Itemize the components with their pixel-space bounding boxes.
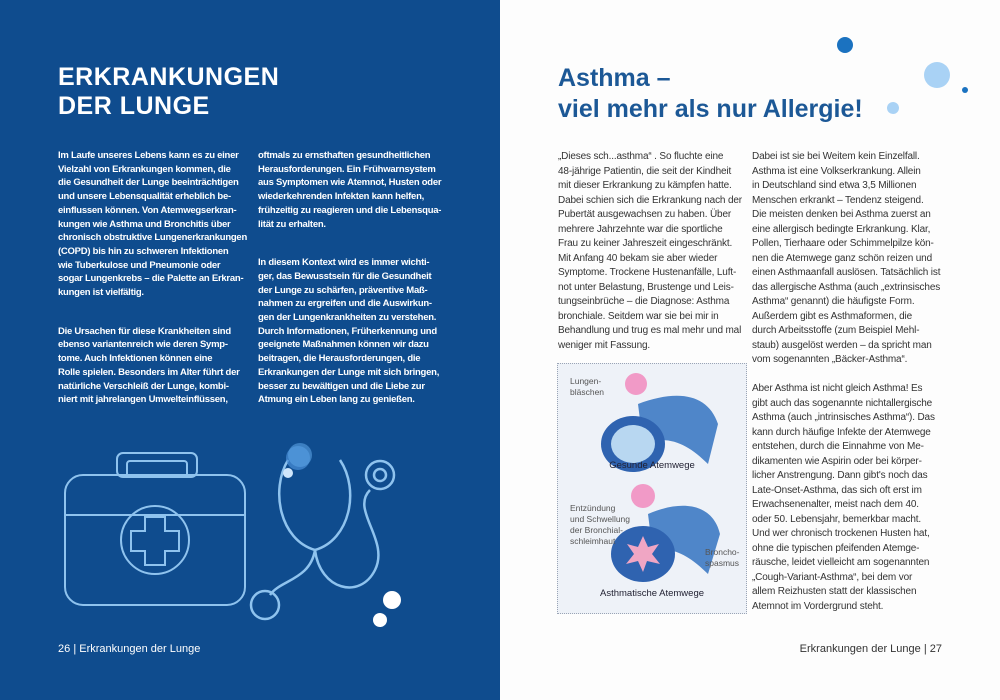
text-line: Außerdem gibt es Asthmaformen, die xyxy=(752,310,912,322)
running-title: Erkrankungen der Lunge xyxy=(799,643,921,655)
label-line: der Bronchial- xyxy=(570,525,623,535)
label-inflammation xyxy=(570,503,630,547)
label-bronchospasm xyxy=(705,547,740,569)
text-line: mehrere Jahrzehnte war die sportliche xyxy=(558,223,723,235)
text-line: entstehen, durch die Einnahme von Me- xyxy=(752,441,924,452)
text-line: mit dieser Erkrankung zu kämpfen hatte. xyxy=(558,180,732,191)
text-line: 48-jährige Patientin, die seit der Kindheit xyxy=(558,165,732,177)
text-line: not unter Belastung, Brustenge und Leis- xyxy=(558,281,734,293)
text-line: Aber Asthma ist nicht gleich Asthma! Es xyxy=(752,383,923,394)
text-line: Dabei schien sich die Erkrankung nach der xyxy=(558,194,742,206)
text-line: gen der Lungenkrankheiten zu verstehen. xyxy=(258,312,437,324)
text-line: Durch Informationen, Früherkennung und xyxy=(258,325,437,337)
text-line: nahmen zu ergreifen und die Auswirkun- xyxy=(258,298,432,310)
text-line: Und wer chronisch trockenen Husten hat, xyxy=(752,528,930,539)
text-line: ebenso variantenreich wie deren Symp- xyxy=(58,339,228,351)
paragraph xyxy=(558,150,742,353)
label-line: schleimhaut xyxy=(570,536,616,546)
text-line: vom sogenannten „Bäcker-Asthma“. xyxy=(752,354,908,365)
footer-separator: | xyxy=(923,643,927,655)
page-number: 27 xyxy=(929,643,942,655)
chapter-title-line: DER LUNGE xyxy=(58,92,210,120)
text-line: niert mit jahrelangen Umwelteinflüssen, xyxy=(58,394,228,406)
text-line: Atmung ein Leben lang zu genießen. xyxy=(258,394,415,406)
text-line: einflussen können. Von Atemwegserkran- xyxy=(58,204,237,216)
text-line: Frau zu keiner Jahreszeit eingeschränkt. xyxy=(558,238,733,249)
footer-separator: | xyxy=(73,643,77,655)
text-line: Asthma (auch „intrinsisches Asthma“). Das xyxy=(752,412,935,423)
text-line: kann durch häufige Infekte der Atemwege xyxy=(752,426,931,438)
text-line: lität zu erhalten. xyxy=(258,218,326,230)
label-alveoli xyxy=(570,376,604,398)
chapter-title-line: ERKRANKUNGEN xyxy=(58,63,280,91)
text-line: Pubertät ausgewachsen zu haben. Über xyxy=(558,209,732,220)
text-line: geeignete Maßnahmen können wir dazu xyxy=(258,339,429,351)
text-line: chronisch obstruktive Lungenerkrankungen xyxy=(58,232,248,244)
right-page xyxy=(500,0,1000,700)
text-line: aus Symptomen wie Atemnot, Husten oder xyxy=(258,177,442,189)
text-line: Im Laufe unseres Lebens kann es zu einer xyxy=(58,150,239,161)
text-line: in Deutschland sind etwa 3,5 Millionen xyxy=(752,180,917,191)
article-title-line: viel mehr als nur Allergie! xyxy=(558,95,863,123)
paragraph xyxy=(752,150,940,368)
label-line: spasmus xyxy=(705,558,740,568)
text-line: Mit Anfang 40 bekam sie aber wieder xyxy=(558,252,718,264)
text-line: Asthma ist eine Volkserkrankung. Allein xyxy=(752,165,921,177)
text-line: Die Ursachen für diese Krankheiten sind xyxy=(58,325,231,337)
label-line: Entzündung xyxy=(570,503,616,513)
text-line: (COPD) bis hin zu schweren Infektionen xyxy=(58,245,229,257)
paragraph xyxy=(752,382,940,614)
text-line: das allergische Asthma (auch „extrinsisches xyxy=(752,281,941,293)
label-line: und Schwellung xyxy=(570,514,631,524)
airway-illustration xyxy=(557,363,747,614)
text-line: weniger mit Fassung. xyxy=(558,339,651,351)
text-line: natürliche Verschleiß der Lunge, kombi- xyxy=(58,380,229,392)
text-line: die Gesundheit der Lunge beeinträchtigen xyxy=(58,177,239,189)
text-line: besser zu bewältigen und die Liebe zur xyxy=(258,380,425,392)
airway-diagram-graphic xyxy=(558,364,746,613)
page-number: 26 xyxy=(58,643,71,655)
text-line: licher Anstrengung. Dann gibt's noch das xyxy=(752,470,928,481)
page-footer-left xyxy=(58,643,200,655)
text-line: sogar Lungenkrebs – die Palette an Erkran- xyxy=(58,273,244,285)
text-line: und unsere Lebensqualität erheblich be- xyxy=(58,191,231,203)
text-line: ohne die typischen pfeifenden Atemge- xyxy=(752,542,920,554)
text-line: Asthma“ genannt) die häufigste Form. xyxy=(752,296,915,307)
text-line: Vielzahl von Erkrankungen kommen, die xyxy=(58,163,231,175)
text-line: tome. Auch Infektionen können eine xyxy=(58,353,213,365)
label-line: Lungen- xyxy=(570,376,602,386)
running-title: Erkrankungen der Lunge xyxy=(79,643,201,655)
text-line: wie Tuberkulose und Pneumonie oder xyxy=(58,259,221,271)
text-line: Rolle spielen. Besonders im Alter führt der xyxy=(58,366,240,378)
text-line: dikamenten wie Aspirin oder bei körper- xyxy=(752,455,922,467)
article-title-line: Asthma – xyxy=(558,64,671,92)
text-line: einen Asthmaanfall auslösen. Tatsächlich ist xyxy=(752,267,941,278)
text-line: tungseinbrüche – die Diagnose: Asthma xyxy=(558,296,730,307)
text-line: Atemnot im Vordergrund steht. xyxy=(752,600,884,612)
text-line: Pollen, Tierhaare oder Schimmelpilze kön- xyxy=(752,238,934,249)
text-line: nen die Atemwege ganz schön reizen und xyxy=(752,252,932,264)
text-line: bronchiale. Seitdem war sie bei mir in xyxy=(558,310,719,322)
text-line: räusche, leidet vielleicht am sogenannten xyxy=(752,557,930,568)
text-line: der Lunge zu schärfen, präventive Maß- xyxy=(258,284,428,296)
text-line: durch Arbeitsstoffe (zum Beispiel Mehl- xyxy=(752,325,920,336)
text-line: Erwachsenenalter, meist nach dem 40. xyxy=(752,499,919,510)
text-line: wiederkehrenden Infekten kann helfen, xyxy=(258,191,425,203)
text-line: Herausforderungen. Ein Frühwarnsystem xyxy=(258,163,436,175)
text-line: „Dieses sch...asthma“ . So fluchte eine xyxy=(558,151,724,162)
text-line: oftmals zu ernsthaften gesundheitlichen xyxy=(258,150,431,161)
text-line: Die meisten denken bei Asthma zuerst an xyxy=(752,209,931,220)
page-footer-right xyxy=(800,643,942,655)
text-line: Late-Onset-Asthma, das sich oft erst im xyxy=(752,484,922,496)
text-line: ger, das Bewusstsein für die Gesundheit xyxy=(258,270,432,282)
text-line: In diesem Kontext wird es immer wichti- xyxy=(258,257,430,269)
text-line: Symptome. Trockene Hustenanfälle, Luft- xyxy=(558,267,737,278)
text-line: „Cough-Variant-Asthma“, bei dem vor xyxy=(752,571,913,583)
text-line: oder 50. Lebensjahr, bemerkbar macht. xyxy=(752,513,921,525)
text-line: beitragen, die Herausforderungen, die xyxy=(258,353,421,365)
text-line: kungen ist vielfältig. xyxy=(58,287,144,299)
text-line: Dabei ist sie bei Weitem kein Einzelfall. xyxy=(752,151,920,162)
right-column-1 xyxy=(558,150,742,368)
text-line: staub) ausgelöst werden – da spricht man xyxy=(752,339,932,351)
text-line: Behandlung und trug es mal mehr und mal xyxy=(558,325,742,336)
text-line: Menschen erkrankt – Tendenz steigend. xyxy=(752,194,924,206)
label-line: bläschen xyxy=(570,387,605,397)
text-line: Erkrankungen der Lunge mit sich bringen, xyxy=(258,366,440,378)
caption-healthy: Gesunde Atemwege xyxy=(609,460,695,471)
text-line: eine allergisch bedingte Erkrankung. Klar, xyxy=(752,223,931,235)
healthy-airway-graphic xyxy=(601,373,718,472)
text-line: allem Reizhusten statt der klassischen xyxy=(752,586,917,597)
label-line: Broncho- xyxy=(705,547,740,557)
text-line: frühzeitig zu reagieren und die Lebensqua- xyxy=(258,204,442,216)
text-line: gibt auch das sogenannte nichtallergische xyxy=(752,397,933,409)
right-column-2 xyxy=(752,150,940,629)
caption-asthma: Asthmatische Atemwege xyxy=(599,588,705,599)
text-line: kungen wie Asthma und Bronchitis über xyxy=(58,218,231,230)
article-title xyxy=(558,63,863,125)
